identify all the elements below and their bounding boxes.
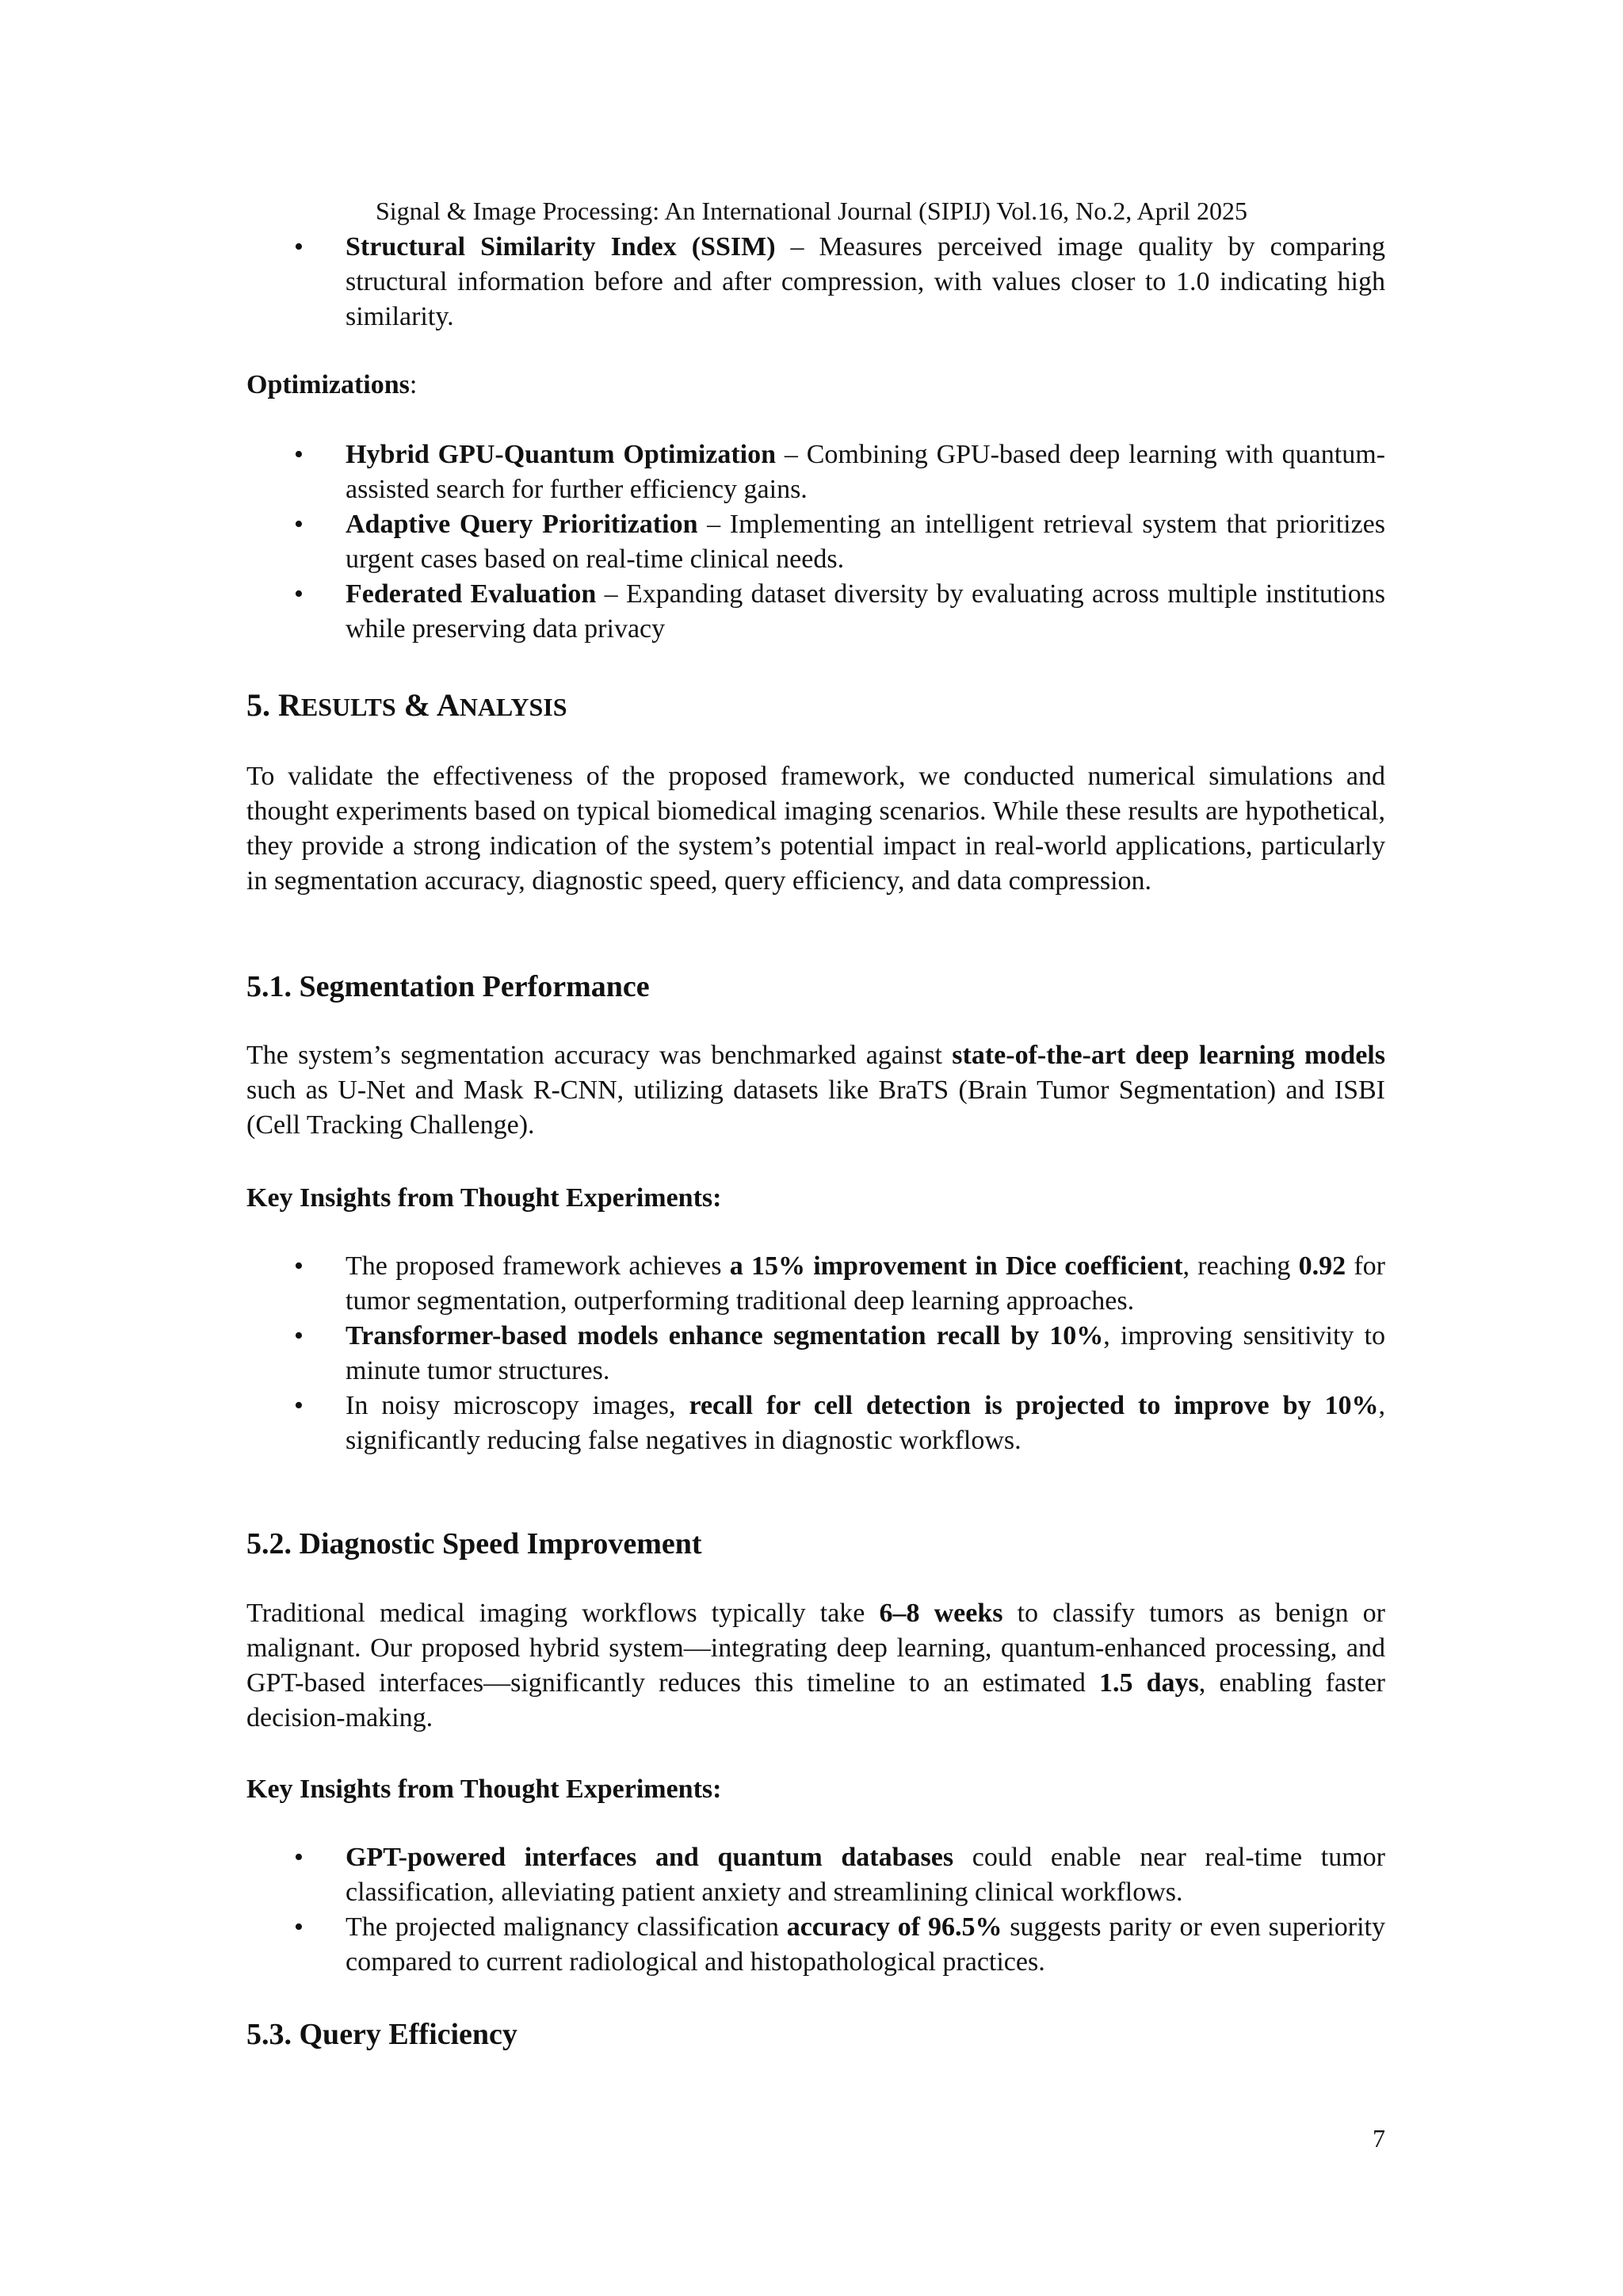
list-item-term: Structural Similarity Index (SSIM) xyxy=(346,232,776,262)
section-5-intro-block xyxy=(246,759,1385,899)
bullet-icon: • xyxy=(294,440,304,469)
key-insights-heading: Key Insights from Thought Experiments: xyxy=(246,1775,722,1804)
bullet-icon: • xyxy=(294,1391,304,1420)
list-item xyxy=(246,507,1385,577)
metrics-list-block xyxy=(246,230,1385,334)
bullet-icon: • xyxy=(294,1321,304,1350)
bullet-icon: • xyxy=(294,510,304,539)
list-item-term: Federated Evaluation xyxy=(346,579,597,609)
optimizations-heading: Optimizations: xyxy=(246,370,418,399)
list-item: • Transformer-based models enhance segmentation recall by 10%, improving sensitivity to minute tumor structures. xyxy=(246,1319,1385,1389)
optimizations-list-block xyxy=(246,437,1385,647)
list-item: • GPT-powered interfaces and quantum databases could enable near real-time tumor classification, alleviating patient anxiety and streamlining clinical workflows. xyxy=(246,1840,1385,1910)
key-insights-heading: Key Insights from Thought Experiments: xyxy=(246,1183,722,1213)
list-item-term: Adaptive Query Prioritization xyxy=(346,510,698,539)
bullet-icon: • xyxy=(294,1912,304,1942)
bullet-icon: • xyxy=(294,232,304,262)
section-5-heading-block xyxy=(246,686,1385,726)
insights-list xyxy=(246,1249,1385,1458)
bullet-icon: • xyxy=(294,1843,304,1872)
subsection-5-3-heading-block xyxy=(246,2016,1385,2053)
list-item-term: Hybrid GPU-Quantum Optimization xyxy=(346,440,777,469)
optimizations-list xyxy=(246,437,1385,647)
page-number: 7 xyxy=(1373,2124,1385,2153)
list-item xyxy=(246,577,1385,647)
subsection-5-2-heading-block xyxy=(246,1526,1385,1562)
optimizations-heading-block xyxy=(246,368,1385,403)
bullet-icon: • xyxy=(294,1251,304,1281)
insights-list xyxy=(246,1840,1385,1980)
subsection-5-2-paragraph-block xyxy=(246,1596,1385,1736)
section-intro-paragraph: To validate the effectiveness of the proposed framework, we conducted numerical simulations and thought experiments based on typical biomedical imaging scenarios. While these results are hypothetical, they provide a strong indication of the system’s potential impact in real-world applications, particularly in segmentation accuracy, diagnostic speed, query efficiency, and data compression. xyxy=(246,762,1385,896)
subsection-heading: 5.1. Segmentation Performance xyxy=(246,970,650,1003)
list-item-text: – Measures perceived image quality by comparing structural information before and after compression, with values closer to 1.0 indicating high similarity. xyxy=(346,232,1385,331)
subsection-heading: 5.2. Diagnostic Speed Improvement xyxy=(246,1527,702,1561)
list-item: • In noisy microscopy images, recall for cell detection is projected to improve by 10%, significantly reducing false negatives in diagnostic workflows. xyxy=(246,1389,1385,1458)
list-item xyxy=(246,230,1385,334)
list-item-text: – Implementing an intelligent retrieval system that prioritizes urgent cases based on real-time clinical needs. xyxy=(346,510,1385,574)
subsection-5-2-list-block xyxy=(246,1840,1385,1980)
subsection-5-1-key-heading-block xyxy=(246,1181,1385,1216)
metrics-list xyxy=(246,230,1385,334)
list-item-text: – Combining GPU-based deep learning with quantum-assisted search for further efficiency gains. xyxy=(346,440,1385,504)
list-item: • The proposed framework achieves a 15% improvement in Dice coefficient, reaching 0.92 for tumor segmentation, outperforming traditional deep learning approaches. xyxy=(246,1249,1385,1319)
list-item xyxy=(246,437,1385,507)
subsection-5-1-list-block xyxy=(246,1249,1385,1458)
paragraph: The system’s segmentation accuracy was benchmarked against state-of-the-art deep learning models such as U-Net and Mask R-CNN, utilizing datasets like BraTS (Brain Tumor Segmentation) and ISBI (Cell Tracking Challenge). xyxy=(246,1041,1385,1140)
section-heading: 5. RESULTS & ANALYSIS xyxy=(246,687,567,723)
subsection-5-1-heading-block xyxy=(246,968,1385,1005)
list-item: • The projected malignancy classification accuracy of 96.5% suggests parity or even superiority compared to current radiological and histopathological practices. xyxy=(246,1910,1385,1980)
subsection-5-2-key-heading-block xyxy=(246,1772,1385,1807)
bullet-icon: • xyxy=(294,579,304,609)
list-item-text: – Expanding dataset diversity by evaluating across multiple institutions while preserving data privacy xyxy=(346,579,1385,644)
subsection-5-1-paragraph-block xyxy=(246,1038,1385,1143)
running-header: Signal & Image Processing: An International Journal (SIPIJ) Vol.16, No.2, April 2025 xyxy=(375,197,1248,225)
paragraph: Traditional medical imaging workflows typically take 6–8 weeks to classify tumors as benign or malignant. Our proposed hybrid system—integrating deep learning, quantum-enhanced processing, and GPT-based interfaces—significantly reduces this timeline to an estimated 1.5 days, enabling faster decision-making. xyxy=(246,1599,1386,1733)
subsection-heading: 5.3. Query Efficiency xyxy=(246,2018,517,2051)
